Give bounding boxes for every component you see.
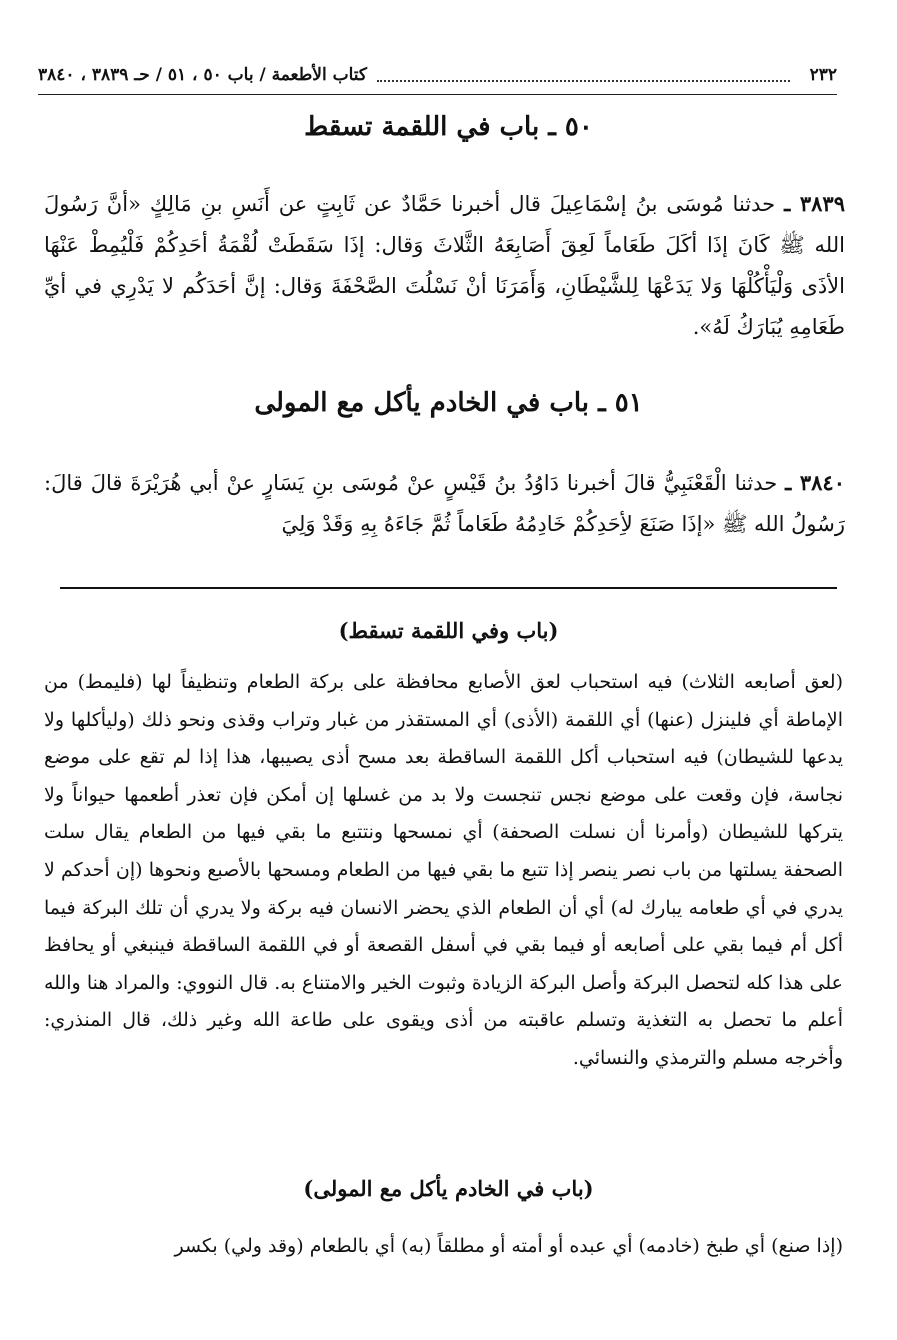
page-header xyxy=(38,60,837,95)
commentary-51 xyxy=(44,1228,843,1266)
commentary-51-paragraph: (إذا صنع) أي طبخ (خادمه) أي عبده أو أمته أو مطلقاً (به) أي بالطعام (وقد ولي) بكسر xyxy=(174,1235,843,1257)
page-number: ٢٣٢ xyxy=(809,65,837,85)
commentary-50-heading: (باب وفي اللقمة تسقط) xyxy=(338,618,559,643)
chapter-51-title: ٥١ ـ باب في الخادم يأكل مع المولى xyxy=(254,388,643,418)
header-leader-dots xyxy=(377,68,790,82)
running-title: كتاب الأطعمة / باب ٥٠ ، ٥١ / حـ ٣٨٣٩ ، ٣٨٤٠ xyxy=(38,65,368,85)
commentary-51-heading: (باب في الخادم يأكل مع المولى) xyxy=(303,1176,594,1201)
commentary-50 xyxy=(44,664,843,1078)
hadith-3840-number: ٣٨٤٠ ـ xyxy=(785,470,845,495)
commentary-50-paragraph: (لعق أصابعه الثلاث) فيه استحباب لعق الأصابع محافظة على بركة الطعام وتنظيفاً لها (فليمط) من الإماطة أي فلينزل (عنها) أي اللقمة (الأذى) أي المستقذر من غبار وتراب وقذى ونحو ذلك (وليأكلها ولا يدعها للشيطان) فيه استحباب أكل اللقمة الساقطة بعد مسح أذى يصيبها، هذا إذا لم تقع على موضع نجاسة، فإن وقعت على موضع نجس تنجست ولا بد من غسلها إن أمكن فإن تعذر أطعمها حيواناً ولا يتركها للشيطان (وأمرنا أن نسلت الصحفة) أي نمسحها ونتتبع ما بقي فيها من الطعام يقال سلت الصحفة يسلتها من باب نصر ينصر إذا تتبع ما بقي فيها من الطعام ومسحها بالأصبع ونحوها (إن أحدكم لا يدري في أي طعامه يبارك له) أي أن الطعام الذي يحضر الانسان فيه بركة ولا يدري أن تلك البركة فيما أكل أم فيما بقي على أصابعه أو فيما بقي في أسفل القصعة أو في اللقمة الساقطة فينبغي أو يحافظ على هذا كله لتحصل البركة وأصل البركة الزيادة وثبوت الخير والامتناع به. قال النووي: والمراد هنا والله أعلم ما تحصل به التغذية وتسلم عاقبته من أذى ويقوى على طاعة الله وغير ذلك، قال المنذري: وأخرجه مسلم والترمذي والنسائي. xyxy=(44,671,843,1069)
hadith-3839-number: ٣٨٣٩ ـ xyxy=(784,191,845,216)
hadith-3840 xyxy=(44,462,845,545)
hadith-3840-text: حدثنا الْقَعْنَبِيُّ قالَ أخبرنا دَاوُدُ بنُ قَيْسٍ عنْ مُوسَى بنِ يَسَارٍ عنْ أبي هُرَيْرَةَ قالَ قالَ: رَسُولُ الله ﷺ «إذَا صَنَعَ لأِحَدِكُمْ خَادِمُهُ طَعَاماً ثُمَّ جَاءَهُ بِهِ وَقَدْ وَلِيَ xyxy=(44,471,845,536)
chapter-50-title: ٥٠ ـ باب في اللقمة تسقط xyxy=(304,112,593,142)
commentary-divider xyxy=(60,587,837,589)
hadith-3839-text: حدثنا مُوسَى بنُ إسْمَاعِيلَ قال أخبرنا حَمَّادٌ عن ثَابِتٍ عن أَنَسِ بنِ مَالِكٍ «أنَّ رَسُولَ الله ﷺ كَانَ إذَا أكَلَ طَعَاماً لَعِقَ أَصَابِعَهُ الثَّلاثَ وَقال: إذَا سَقَطَتْ لُقْمَةُ أحَدِكُمْ فَلْيُمِطْ عَنْهَا الأذَى وَلْيَأْكُلْهَا وَلا يَدَعْهَا لِلشَّيْطَانِ، وَأَمَرَنَا أنْ نَسْلُتَ الصَّحْفَةَ وَقال: إنَّ أحَدَكُم لا يَدْرِي في أيِّ طَعَامِهِ يُبَارَكُ لَهُ». xyxy=(44,192,845,339)
hadith-3839 xyxy=(44,183,845,348)
